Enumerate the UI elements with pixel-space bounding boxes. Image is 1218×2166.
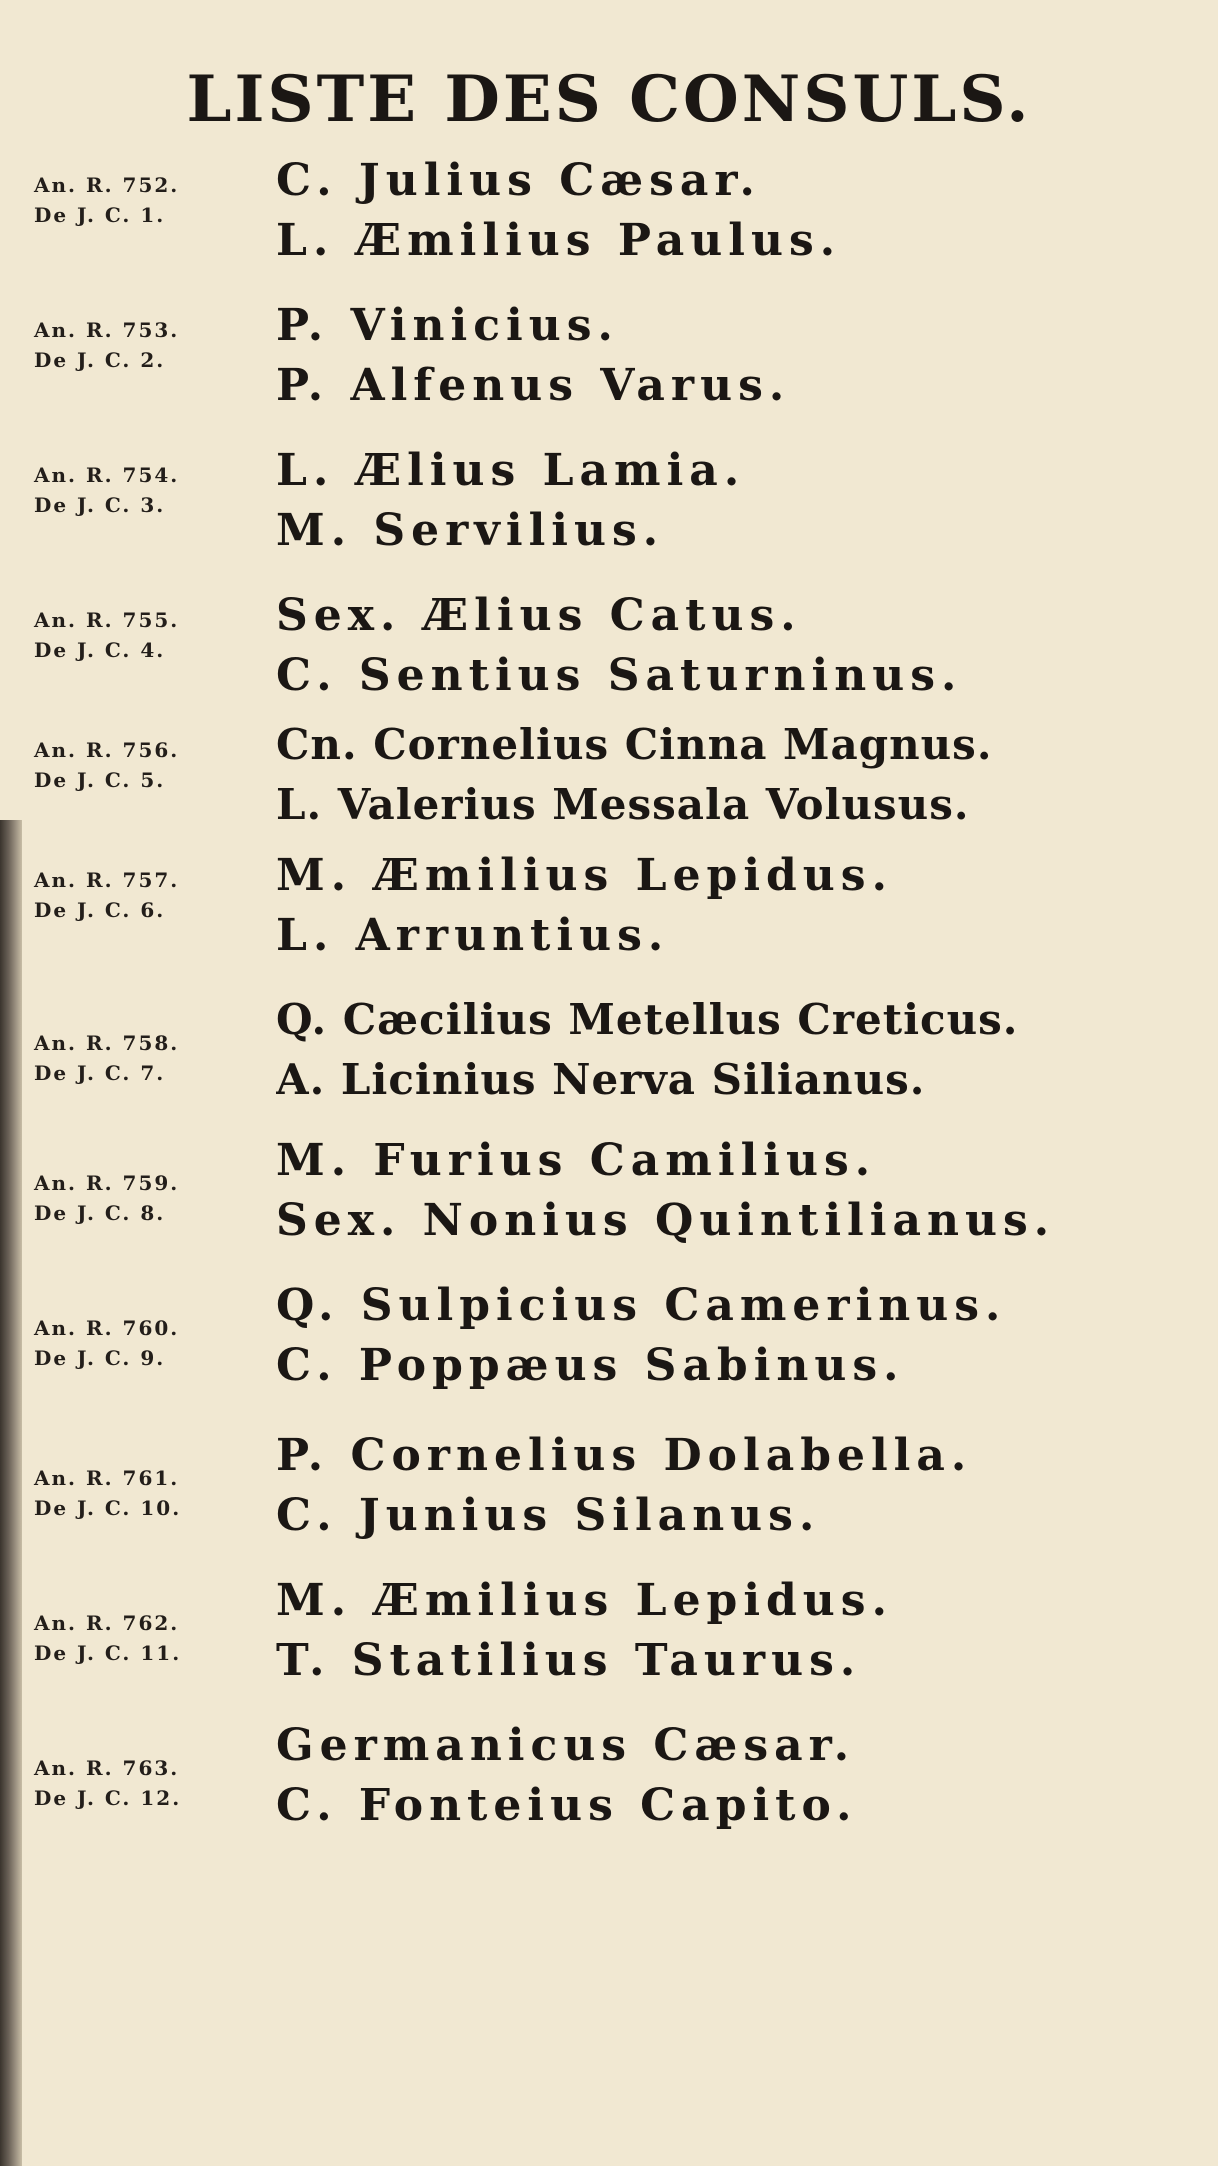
consul-name: L. Arruntius. [276, 910, 670, 961]
consul-entry [0, 300, 1218, 450]
consul-name: P. Alfenus Varus. [276, 360, 791, 411]
consul-entry [0, 445, 1218, 595]
consul-name: P. Vinicius. [276, 300, 619, 351]
year-christ: De J. C. 3. [34, 493, 166, 517]
consul-entry [0, 995, 1218, 1145]
year-christ: De J. C. 9. [34, 1346, 166, 1370]
consul-name: Sex. Ælius Catus. [276, 590, 802, 641]
consul-entry [0, 720, 1218, 870]
year-christ: De J. C. 7. [34, 1061, 166, 1085]
consul-name: A. Licinius Nerva Silianus. [276, 1055, 926, 1104]
consul-name: L. Valerius Messala Volusus. [276, 780, 970, 829]
consul-entry [0, 1575, 1218, 1725]
consul-entry [0, 1280, 1218, 1430]
consul-name: M. Furius Camilius. [276, 1135, 877, 1186]
consul-name: T. Statilius Taurus. [276, 1635, 862, 1686]
consul-name: P. Cornelius Dolabella. [276, 1430, 973, 1481]
year-christ: De J. C. 10. [34, 1496, 182, 1520]
year-christ: De J. C. 8. [34, 1201, 166, 1225]
year-christ: De J. C. 2. [34, 348, 166, 372]
page-title: LISTE DES CONSULS. [186, 62, 1032, 137]
year-rome: An. R. 752. [34, 173, 180, 197]
consul-entry [0, 1720, 1218, 1870]
year-rome: An. R. 757. [34, 868, 180, 892]
year-rome: An. R. 756. [34, 738, 180, 762]
year-rome: An. R. 758. [34, 1031, 180, 1055]
consul-entry [0, 155, 1218, 305]
consul-name: C. Sentius Saturninus. [276, 650, 963, 701]
year-rome: An. R. 761. [34, 1466, 180, 1490]
year-christ: De J. C. 1. [34, 203, 166, 227]
year-rome: An. R. 759. [34, 1171, 180, 1195]
consul-name: C. Fonteius Capito. [276, 1780, 858, 1831]
year-rome: An. R. 753. [34, 318, 180, 342]
consul-name: C. Junius Silanus. [276, 1490, 821, 1541]
year-rome: An. R. 754. [34, 463, 180, 487]
year-christ: De J. C. 12. [34, 1786, 182, 1810]
consul-name: C. Julius Cæsar. [276, 155, 761, 206]
consul-name: Germanicus Cæsar. [276, 1720, 856, 1771]
consul-name: L. Ælius Lamia. [276, 445, 746, 496]
year-rome: An. R. 762. [34, 1611, 180, 1635]
consul-name: M. Servilius. [276, 505, 665, 556]
year-rome: An. R. 755. [34, 608, 180, 632]
consul-entry [0, 850, 1218, 1000]
consul-name: C. Poppæus Sabinus. [276, 1340, 905, 1391]
year-christ: De J. C. 11. [34, 1641, 182, 1665]
year-rome: An. R. 760. [34, 1316, 180, 1340]
consul-name: L. Æmilius Paulus. [276, 215, 842, 266]
year-christ: De J. C. 4. [34, 638, 166, 662]
consul-entry [0, 1430, 1218, 1580]
year-christ: De J. C. 5. [34, 768, 166, 792]
year-rome: An. R. 763. [34, 1756, 180, 1780]
consul-name: M. Æmilius Lepidus. [276, 850, 893, 901]
consul-name: Cn. Cornelius Cinna Magnus. [276, 720, 993, 769]
consul-name: Sex. Nonius Quintilianus. [276, 1195, 1056, 1246]
year-christ: De J. C. 6. [34, 898, 166, 922]
consul-name: Q. Sulpicius Camerinus. [276, 1280, 1007, 1331]
consul-entry [0, 1135, 1218, 1285]
consul-name: Q. Cæcilius Metellus Creticus. [276, 995, 1019, 1044]
consul-name: M. Æmilius Lepidus. [276, 1575, 893, 1626]
consul-entry [0, 590, 1218, 740]
